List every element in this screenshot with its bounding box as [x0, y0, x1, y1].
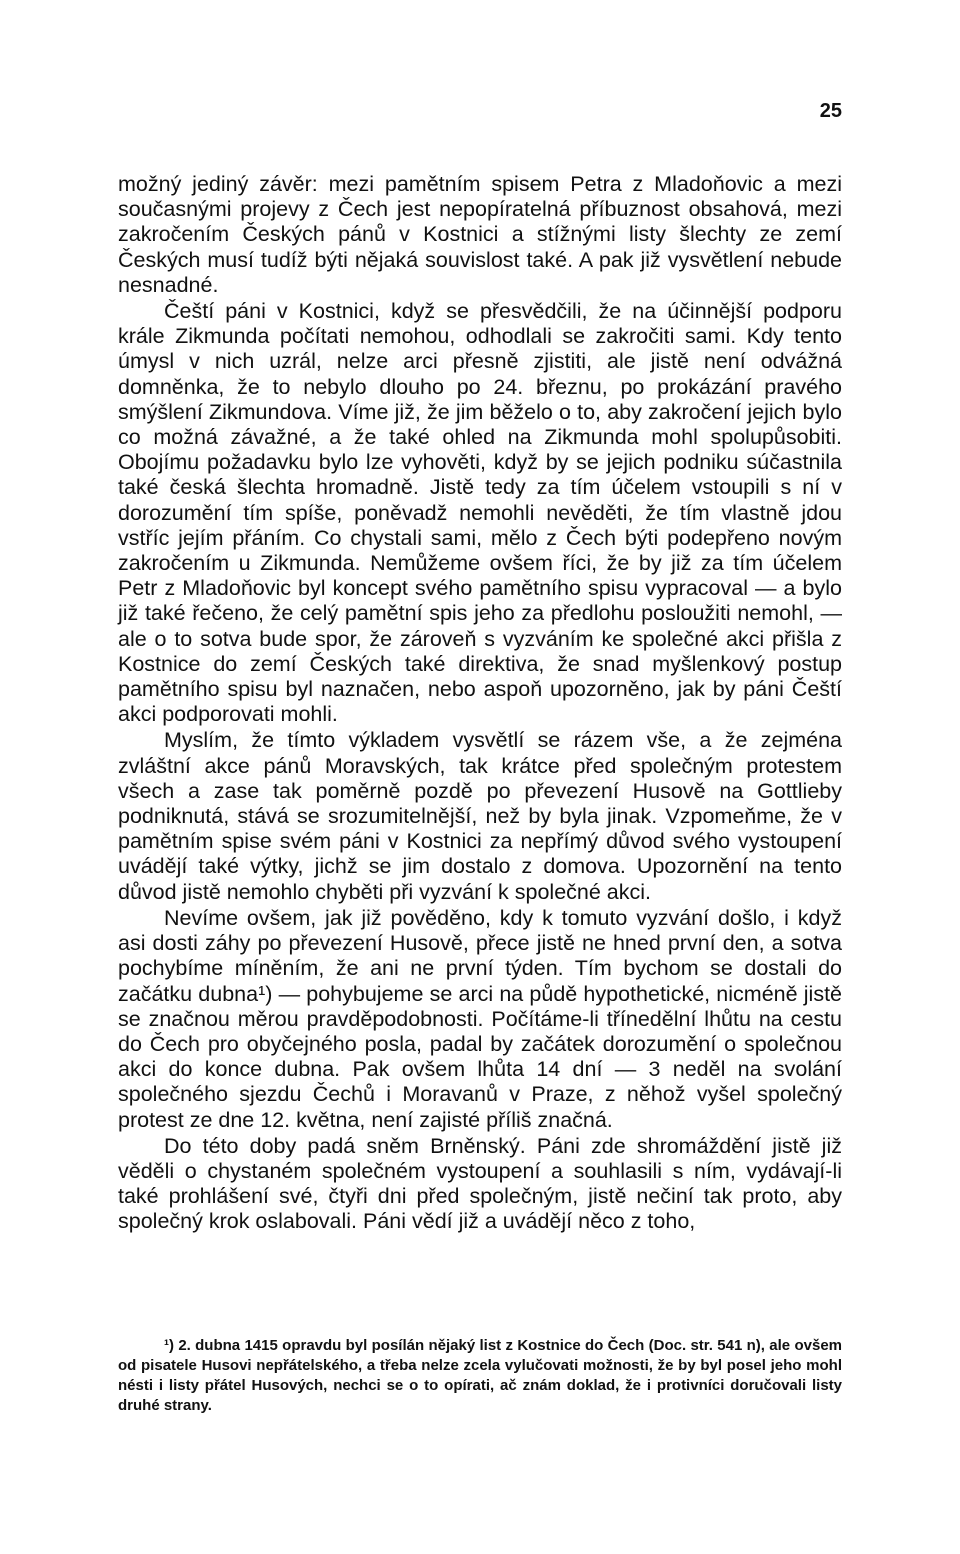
paragraph-3: Myslím, že tímto výkladem vysvětlí se rázem vše, a že zejména zvláštní akce pánů Moravských, tak krátce před společným protestem všech a zase tak poměrně pozdě po převezení Husově na Gottlieby podniknutá, stává se srozumitelnější, než by byla jinak. Vzpomeňme, že v pamětním spise svém páni v Kostnici za nepřímý důvod svého vystoupení uvádějí také výtky, jichž se jim dostalo z domova. Upozornění na tento důvod jistě nemohlo chyběti při vyzvání k společné akci. — [118, 728, 842, 904]
page-number: 25 — [819, 100, 842, 122]
paragraph-5: Do této doby padá sněm Brněnský. Páni zde shromáždění jistě již věděli o chystaném společném vystoupení a souhlasili s ním, vydávají-li také prohlášení své, čtyři dni před společným, jistě nečiní tak proto, aby společný krok oslabovali. Páni vědí již a uvádějí něco z toho, — [118, 1133, 842, 1234]
paragraph-2: Čeští páni v Kostnici, když se přesvědčili, že na účinnější podporu krále Zikmunda počítati nemohou, odhodlali se zakročiti sami. Kdy tento úmysl v nich uzrál, nelze arci přesně zjistiti, ale jistě není odvážná domněnka, že to nebylo dlouho po 24. březnu, po prokázání pravého smýšlení Zikmundova. Víme již, že jim běželo o to, aby zakročení jejich bylo co možná závažné, a že také ohled na Zikmunda mohl spolupůsobiti. Obojímu požadavku bylo lze vyhověti, když by se jejich podniku súčastnila také česká šlechta hromadně. Jistě tedy za tím účelem vstoupili s ní v dorozumění tím spíše, poněvadž nemohli nevěděti, že tím vlastně jdou vstříc jejím přáním. Co chystali sami, mělo z Čech býti podepřeno novým zakročením u Zikmunda. Nemůžeme ovšem říci, že by již za tím účelem Petr z Mladoňovic byl koncept svého pamětního spisu vypracoval — a bylo již také řečeno, že celý pamětní spis jeho za předlohu posloužiti nemohl, — ale o to sotva bude spor, že zároveň s vyzváním ke společné akci přišla z Kostnice do zemí Českých také direktiva, že snad myšlenkový postup pamětního spisu byl naznačen, nebo aspoň upozorněno, jak by páni Čeští akci podporovati mohli. — [118, 299, 842, 727]
body-text — [118, 172, 842, 1235]
paragraph-1: možný jediný závěr: mezi pamětním spisem Petra z Mladoňovic a mezi současnými projevy z Čech jest nepopíratelná příbuznost obsahová, mezi zakročením Českých pánů v Kostnici a stížnými listy šlechty ze zemí Českých musí tudíž býti nějaká souvislost také. A pak již vysvětlení nebude nesnadné. — [118, 172, 842, 297]
footnote-1: ¹) 2. dubna 1415 opravdu byl posílán nějaký list z Kostnice do Čech (Doc. str. 541 n), ale ovšem od pisatele Husovi nepřátelského, a třeba nelze zcela vylučovati možnosti, že by byl posel jeho mohl nésti i listy přátel Husových, nechci se o to opírati, ač znám doklad, že i protivníci doručovali listy druhé strany. — [118, 1337, 842, 1414]
footnotes — [118, 1336, 842, 1416]
paragraph-4: Nevíme ovšem, jak již pověděno, kdy k tomuto vyzvání došlo, i když asi dosti záhy po převezení Husově, přece jistě ne hned první den, a sotva pochybíme míněním, že ani ne první týden. Tím bychom se dostali do začátku dubna¹) — pohybujeme se arci na půdě hypothetické, nicméně jistě se značnou měrou pravděpodobnosti. Počítáme-li třínedělní lhůtu na cestu do Čech pro obyčejného posla, padal by začátek dorozumění o společnou akci do konce dubna. Pak ovšem lhůta 14 dní — 3 neděl na svolání společného sjezdu Čechů i Moravanů v Praze, z něhož vyšel společný protest ze dne 12. května, není zajisté příliš značná. — [118, 905, 842, 1132]
